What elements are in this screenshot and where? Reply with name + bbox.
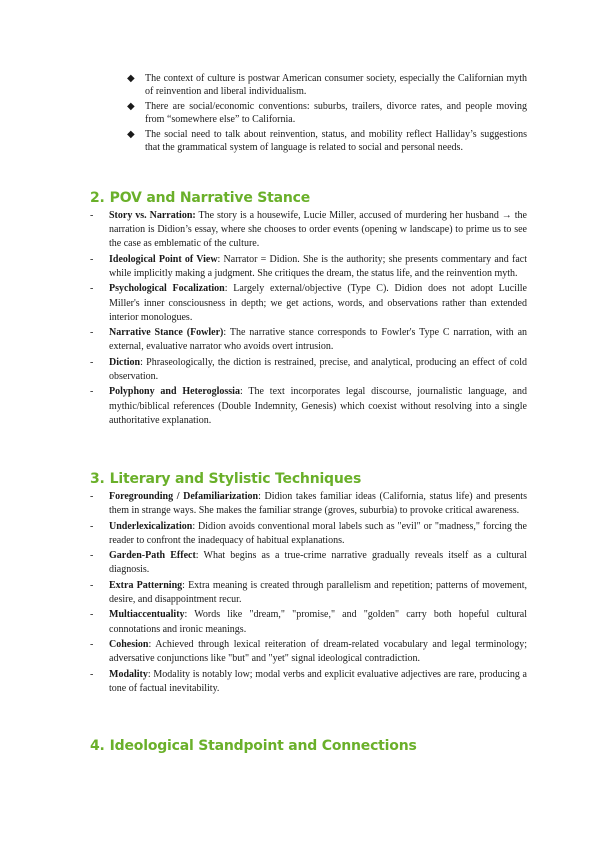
list-item [90,253,527,281]
item-term: Foregrounding / Defamiliarization [109,491,259,502]
item-text: : Extra meaning is created through parallelism and repetition; patterns of movement, desire, and disappointment recur. [109,579,527,605]
list-item [90,282,527,325]
dash-bullet: - [90,283,94,295]
list-item [90,608,527,636]
diamond-bullet-icon: ◆ [127,73,135,84]
list-item [90,326,527,354]
item-term: Multiaccentuality [109,609,185,621]
item-text: : Words like "dream," "promise," and "golden" carry both hopeful cultural connotations and ironic meanings. [109,609,527,635]
list-item [90,209,527,252]
item-term: Story vs. Narration: [109,210,196,221]
context-bullet-list [127,72,527,156]
item-term: Underlexicalization [109,520,193,532]
item-text: : What begins as a true-crime narrative gradually reveals itself as a cultural diagnosis. [109,550,527,576]
dash-bullet: - [90,520,94,532]
diamond-bullet-icon: ◆ [127,100,135,112]
item-term: Garden-Path Effect [109,550,196,562]
item-term: Psychological Focalization [109,283,225,295]
list-item [90,638,527,666]
dash-bullet: - [90,327,94,339]
list-item [90,520,527,548]
context-bullet-item [127,128,527,154]
list-item [90,356,527,384]
section-heading-techniques [90,471,361,487]
diamond-bullet-icon: ◆ [127,128,135,140]
list-item [90,668,527,696]
section-title: Ideological Standpoint and Connections [109,738,417,754]
dash-bullet: - [90,491,94,502]
item-text: : Modality is notably low; modal verbs and explicit evaluative adjectives are rare, producing a tone of factual inevitability. [109,668,527,694]
techniques-item-list [90,490,527,697]
section-number: 3. [90,471,105,487]
dash-bullet: - [90,579,94,591]
list-item [90,579,527,607]
context-bullet-item [127,72,527,98]
item-text: The story is a housewife, Lucie Miller, accused of murdering her husband → the narration is Didion’s essay, where she chooses to order events (opening w landscape) to prime us to see the case as emblematic of the culture. [109,210,527,250]
item-term: Extra Patterning [109,579,183,591]
item-text: : The text incorporates legal discourse, journalistic language, and mythic/biblical references (Double Indemnity, Genesis) which coexist without resolving into a single authoritative explanation. [109,386,527,426]
item-term: Polyphony and Heteroglossia [109,386,240,398]
section-title: Literary and Stylistic Techniques [109,471,362,487]
list-item [90,490,527,518]
item-text: : Achieved through lexical reiteration of dream-related vocabulary and legal terminology; adversative conjunctions like "but" and "yet" signal ideological contradiction. [109,638,527,665]
dash-bullet: - [90,638,94,650]
item-term: Cohesion [109,638,149,650]
list-item [90,385,527,428]
item-term: Modality [109,668,148,680]
item-term: Narrative Stance (Fowler) [109,327,224,339]
item-text: : Didion takes familiar ideas (California, status life) and presents them in strange ways. She makes the familiar strange (groves, suburbia) to provoke critical awareness. [109,491,527,517]
dash-bullet: - [90,356,94,368]
item-text: : Didion avoids conventional moral labels such as "evil" or "madness," forcing the reader to confront the inadequacy of habitual explanations. [109,520,527,546]
dash-bullet: - [90,210,94,221]
section-title: POV and Narrative Stance [109,190,311,206]
pov-item-list [90,209,527,429]
bullet-text: The social need to talk about reinvention, status, and mobility reflect Halliday’s suggestions that the grammatical system of language is related to social and personal needs. [145,128,527,154]
dash-bullet: - [90,668,94,680]
bullet-text: The context of culture is postwar American consumer society, especially the Californian myth of reinvention and liberal individualism. [145,73,527,98]
dash-bullet: - [90,609,94,621]
list-item [90,549,527,577]
item-term: Ideological Point of View [109,253,218,265]
dash-bullet: - [90,550,94,562]
section-heading-ideological [90,738,417,754]
item-text: : Phraseologically, the diction is restrained, precise, and analytical, producing an effect of cold observation. [109,356,527,382]
context-bullet-item [127,100,527,126]
dash-bullet: - [90,386,94,398]
section-number: 2. [90,190,105,206]
section-heading-pov [90,190,310,206]
bullet-text: There are social/economic conventions: suburbs, trailers, divorce rates, and people moving from “somewhere else” to California. [145,100,527,126]
item-text: : Narrator = Didion. She is the authority; she presents commentary and fact while implicitly making a judgment. She critiques the dream, the status life, and the reinvention myth. [109,253,527,279]
item-term: Diction [109,356,141,368]
item-text: : The narrative stance corresponds to Fowler's Type C narration, with an external, evaluative narrator who avoids overt intrusion. [109,327,528,353]
section-number: 4. [90,738,105,754]
item-text: : Largely external/objective (Type C). Didion does not adopt Lucille Miller's inner consciousness in depth; we get actions, words, and observations rather than extended interior monologues. [109,283,527,323]
dash-bullet: - [90,253,94,265]
